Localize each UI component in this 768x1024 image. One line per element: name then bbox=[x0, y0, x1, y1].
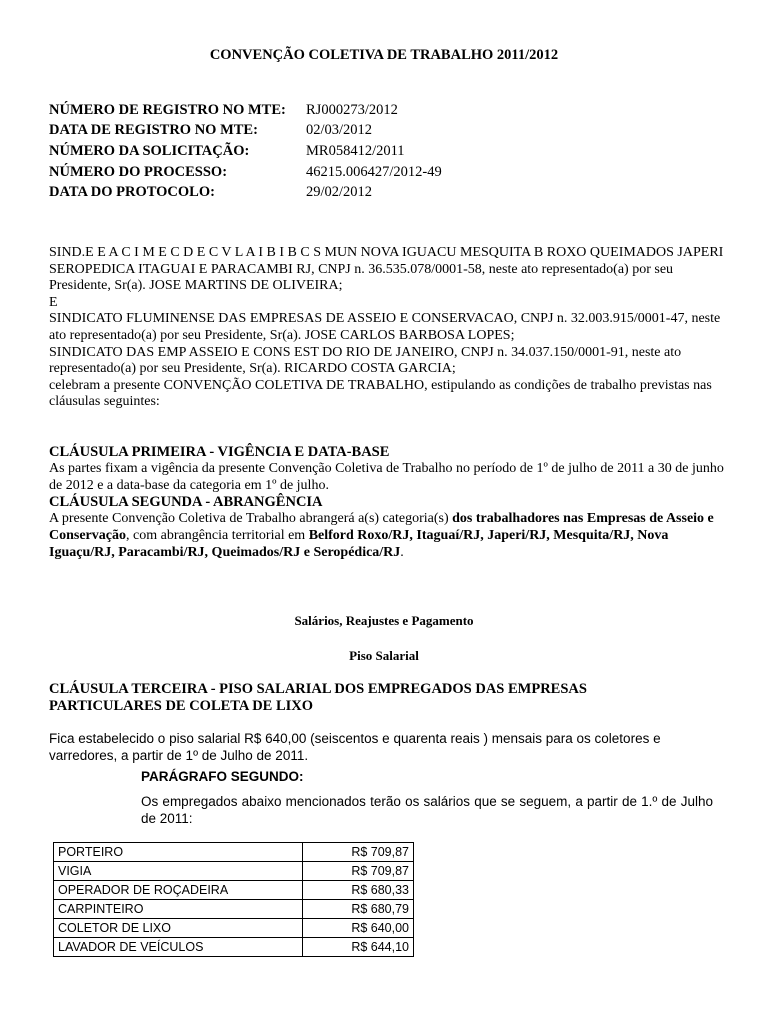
salary-category: COLETOR DE LIXO bbox=[54, 919, 303, 938]
table-row bbox=[54, 919, 414, 938]
parties-block bbox=[49, 245, 729, 411]
salary-category: OPERADOR DE ROÇADEIRA bbox=[54, 881, 303, 900]
registration-value: 46215.006427/2012-49 bbox=[306, 164, 442, 180]
salary-value: R$ 680,33 bbox=[303, 881, 414, 900]
section-heading: Salários, Reajustes e Pagamento bbox=[294, 613, 474, 628]
clause-2-categories: dos trabalhadores nas Empresas de Asseio e Conservação bbox=[49, 511, 714, 543]
salary-value: R$ 640,00 bbox=[303, 919, 414, 938]
party-connector: E bbox=[49, 294, 58, 310]
salary-value: R$ 680,79 bbox=[303, 900, 414, 919]
registration-value: 02/03/2012 bbox=[306, 122, 373, 138]
table-row bbox=[54, 843, 414, 862]
table-row bbox=[54, 862, 414, 881]
salary-category: CARPINTEIRO bbox=[54, 900, 303, 919]
salary-category: PORTEIRO bbox=[54, 843, 303, 862]
clause-3-title-line: CLÁUSULA TERCEIRA - PISO SALARIAL DOS EMPREGADOS DAS EMPRESAS bbox=[49, 681, 587, 697]
clause-3-title-line: PARTICULARES DE COLETA DE LIXO bbox=[49, 698, 314, 714]
registration-value: 29/02/2012 bbox=[306, 184, 373, 200]
salary-table bbox=[53, 842, 414, 957]
party-paragraph: SINDICATO DAS EMP ASSEIO E CONS EST DO RIO DE JANEIRO, CNPJ n. 34.037.150/0001-91, neste ato representado(a) por seu Presidente, Sr(a). RICARDO COSTA GARCIA; bbox=[49, 344, 682, 377]
salary-value: R$ 644,10 bbox=[303, 938, 414, 957]
section-subheading: Piso Salarial bbox=[349, 648, 419, 663]
clause-2-text-c: . bbox=[400, 544, 404, 560]
clause-2-territories: Belford Roxo/RJ, Itaguaí/RJ, Japeri/RJ, Mesquita/RJ, Nova Iguaçu/RJ, Paracambi/RJ, Queimados/RJ e Seropédica/RJ bbox=[49, 527, 669, 560]
salary-value: R$ 709,87 bbox=[303, 843, 414, 862]
clause-2-text-b: , com abrangência territorial em bbox=[126, 527, 309, 543]
clauses-1-2 bbox=[49, 444, 729, 562]
registration-value: RJ000273/2012 bbox=[306, 102, 398, 118]
registration-label: DATA DE REGISTRO NO MTE: bbox=[49, 122, 258, 138]
registration-label: NÚMERO DE REGISTRO NO MTE: bbox=[49, 102, 286, 118]
clause-2-text-a: A presente Convenção Coletiva de Trabalho abrangerá a(s) categoria(s) bbox=[49, 511, 453, 527]
agreement-statement: celebram a presente CONVENÇÃO COLETIVA DE TRABALHO, estipulando as condições de trabalho previstas nas cláusulas seguintes: bbox=[49, 377, 712, 410]
salary-value: R$ 709,87 bbox=[303, 862, 414, 881]
salary-category: LAVADOR DE VEÍCULOS bbox=[54, 938, 303, 957]
document-title: CONVENÇÃO COLETIVA DE TRABALHO 2011/2012 bbox=[209, 47, 559, 63]
table-row bbox=[54, 900, 414, 919]
table-row bbox=[54, 881, 414, 900]
registration-label: NÚMERO DA SOLICITAÇÃO: bbox=[49, 143, 250, 159]
clause-2-text bbox=[49, 511, 729, 561]
party-paragraph: SIND.E E A C I M E C D E C V L A I B I B C S MUN NOVA IGUACU MESQUITA B ROXO QUEIMADOS JAPERI SEROPEDICA ITAGUAI E PARACAMBI RJ, CNPJ n. 36.535.078/0001-58, neste ato representado(a) por seu Presidente, Sr(a). JOSE MARTINS DE OLIVEIRA; bbox=[49, 245, 724, 294]
table-row bbox=[54, 938, 414, 957]
paragraph-2-text: Os empregados abaixo mencionados terão os salários que se seguem, a partir de 1.º de Julho de 2011: bbox=[141, 794, 713, 826]
clause-3-title bbox=[49, 681, 587, 715]
salary-category: VIGIA bbox=[54, 862, 303, 881]
registration-value: MR058412/2011 bbox=[306, 143, 405, 159]
party-paragraph: SINDICATO FLUMINENSE DAS EMPRESAS DE ASSEIO E CONSERVACAO, CNPJ n. 32.003.915/0001-47, neste ato representado(a) por seu Presidente, Sr(a). JOSE CARLOS BARBOSA LOPES; bbox=[49, 311, 721, 343]
registration-label: DATA DO PROTOCOLO: bbox=[49, 184, 215, 200]
clause-1-title: CLÁUSULA PRIMEIRA - VIGÊNCIA E DATA-BASE bbox=[49, 444, 390, 460]
clause-3-text: Fica estabelecido o piso salarial R$ 640,00 (seiscentos e quarenta reais ) mensais para os coletores e varredores, a partir de 1º de Julho de 2011. bbox=[49, 731, 661, 763]
clause-1-text: As partes fixam a vigência da presente Convenção Coletiva de Trabalho no período de 1º de julho de 2011 a 30 de junho de 2012 e a data-base da categoria em 1º de julho. bbox=[49, 460, 724, 493]
registration-label: NÚMERO DO PROCESSO: bbox=[49, 164, 228, 180]
clause-2-title: CLÁUSULA SEGUNDA - ABRANGÊNCIA bbox=[49, 494, 323, 511]
paragraph-2-title: PARÁGRAFO SEGUNDO: bbox=[141, 769, 304, 784]
